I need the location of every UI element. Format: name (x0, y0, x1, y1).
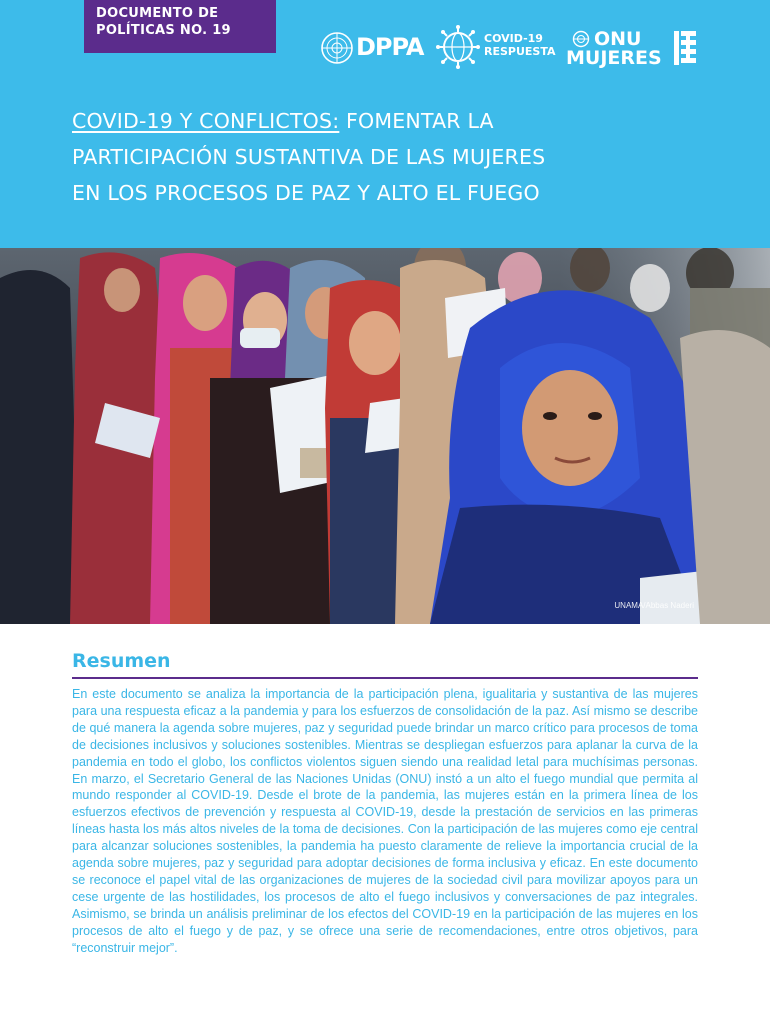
globe-icon (436, 25, 480, 69)
dppa-logo (320, 31, 424, 67)
summary-divider (72, 677, 698, 679)
summary-heading: Resumen (72, 650, 171, 672)
document-title (72, 103, 712, 211)
title-line2: PARTICIPACIÓN SUSTANTIVA DE LAS MUJERES (72, 145, 546, 169)
cover-photo-illustration (0, 248, 770, 624)
covid-logo-line1: COVID-19 (484, 32, 543, 45)
cover-header (0, 0, 770, 248)
document-tag-line2: POLÍTICAS NO. 19 (96, 23, 231, 38)
dppa-logo-text: DPPA (356, 33, 424, 61)
un-women-logo-line2: MUJERES (566, 47, 662, 69)
summary-body: En este documento se analiza la importancia de la participación plena, igualitaria y sustantiva de las mujeres para una respuesta eficaz a la pandemia y para los esfuerzos de consolidación de la paz. Así mismo se describe de qué manera la agenda sobre mujeres, paz y seguridad puede brindar un marco crítico para procesos de toma de decisiones inclusivos y soluciones sostenibles. Mientras se despliegan esfuerzos para aplanar la curva de la pandemia en todo el globo, los conflictos violentos siguen siendo una realidad letal para muchísimas personas. En marzo, el Secretario General de las Naciones Unidas (ONU) instó a un alto el fuego mundial que permita al mundo responder al COVID-19. Desde el brote de la pandemia, las mujeres están en la primera línea de los esfuerzos efectivos de prevención y respuesta al COVID-19, desde la prestación de servicios en las primeras líneas hasta los más altos niveles de la toma de decisiones. Con la participación de las mujeres como eje central para alcanzar soluciones sostenibles, la pandemia ha puesto claramente de relieve la importancia crucial de la agenda sobre mujeres, paz y seguridad para adoptar decisiones de forma inclusiva y eficaz. En este documento se reconoce el papel vital de las organizaciones de mujeres de la sociedad civil para movilizar apoyos para un cese urgente de las hostilidades, los procesos de alto el fuego inclusivos y conversaciones de paz integrales. Asimismo, se brinda un análisis preliminar de los efectos del COVID-19 en la participación de las mujeres en los procesos de alto el fuego y de paz, y se ofrece una serie de recomendaciones, entre otros objetivos, para “reconstruir mejor”. (72, 687, 698, 955)
title-line1-rest: FOMENTAR LA (339, 109, 494, 133)
covid-response-logo (436, 25, 556, 75)
title-line1 (72, 103, 712, 139)
covid-logo-text (484, 32, 556, 58)
un-emblem-icon (320, 31, 354, 65)
un-women-logo-line1: ONU (594, 28, 642, 50)
document-tag (84, 0, 276, 53)
title-lead: COVID-19 Y CONFLICTOS: (72, 109, 340, 133)
un-women-icon (572, 30, 590, 48)
un-women-logo (566, 29, 698, 69)
photo-credit: UNAMA/Abbas Naderi (614, 601, 694, 610)
document-tag-line1: DOCUMENTO DE (96, 6, 219, 21)
covid-logo-line2: RESPUESTA (484, 45, 556, 58)
equality-grid-icon (674, 31, 696, 65)
title-line3: EN LOS PROCESOS DE PAZ Y ALTO EL FUEGO (72, 181, 540, 205)
cover-photo (0, 248, 770, 624)
